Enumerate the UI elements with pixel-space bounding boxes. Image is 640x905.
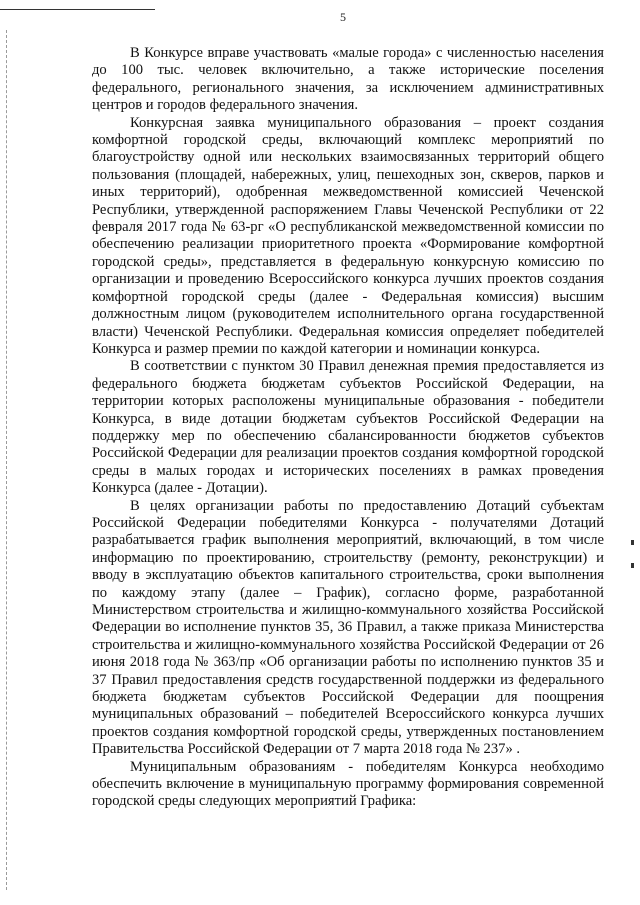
scan-left-edge <box>6 30 7 890</box>
page-number: 5 <box>340 10 346 24</box>
paragraph-grant: В соответствии с пунктом 30 Правил денежная премия предоставляется из федерального бюджета бюджетам субъектов Российской Федерации, на территории которых расположены муниципальные образования - победители Конкурса, в виде дотации бюджетам субъектов Российской Федерации на поддержку мер по обеспечению сбалансированности бюджетов субъектов Российской Федерации для реализации проектов создания комфортной городской среды в малых городах и исторических поселениях в рамках проведения Конкурса (далее - Дотации). <box>92 358 604 497</box>
header-rule <box>0 9 155 10</box>
scan-edge-mark <box>631 540 634 545</box>
paragraph-program: Муниципальным образованиям - победителям Конкурса необходимо обеспечить включение в муниципальную программу формирования современной городской среды следующих мероприятий Графика: <box>92 758 604 810</box>
scan-edge-mark <box>631 563 634 568</box>
paragraph-schedule: В целях организации работы по предоставлению Дотаций субъектам Российской Федерации победителями Конкурса - получателями Дотаций разрабатывается график выполнения мероприятий, включающий, в том числе информацию по проектированию, строительству (ремонту, реконструкции) и вводу в эксплуатацию объектов капитального строительства, сроки выполнения по каждому этапу (далее – График), согласно форме, разработанной Министерством строительства и жилищно-коммунального хозяйства Российской Федерации во исполнение пунктов 35, 36 Правил, а также приказа Министерства строительства и жилищно-коммунального хозяйства Российской Федерации от 26 июня 2018 года № 363/пр «Об организации работы по исполнению пунктов 35 и 37 Правил предоставления средств государственной поддержки из федерального бюджета бюджетам субъектов Российской Федерации для поощрения муниципальных образований – победителей Всероссийского конкурса лучших проектов создания комфортной городской среды, утвержденных постановлением Правительства Российской Федерации от 7 марта 2018 года № 237» . <box>92 497 604 758</box>
paragraph-eligibility: В Конкурсе вправе участвовать «малые города» с численностью населения до 100 тыс. человек включительно, а также исторические поселения федерального, регионального значения, за исключением административных центров и городов федерального значения. <box>92 45 604 114</box>
document-body <box>92 45 604 811</box>
paragraph-application: Конкурсная заявка муниципального образования – проект создания комфортной городской среды, включающий комплекс мероприятий по благоустройству одной или нескольких взаимосвязанных территорий общего пользования (площадей, набережных, улиц, пешеходных зон, скверов, парков и иных территорий), одобренная межведомственной комиссией Чеченской Республики, утвержденной распоряжением Главы Чеченской Республики от 22 февраля 2017 года № 63-рг «О республиканской межведомственной комиссии по обеспечению реализации приоритетного проекта «Формирование комфортной городской среды», представляется в федеральную конкурсную комиссию по организации и проведению Всероссийского конкурса лучших проектов создания комфортной городской среды (далее - Федеральная комиссия) высшим должностным лицом (руководителем исполнительного органа государственной власти) Чеченской Республики. Федеральная комиссия определяет победителей Конкурса и размер премии по каждой категории и номинации конкурса. <box>92 114 604 357</box>
